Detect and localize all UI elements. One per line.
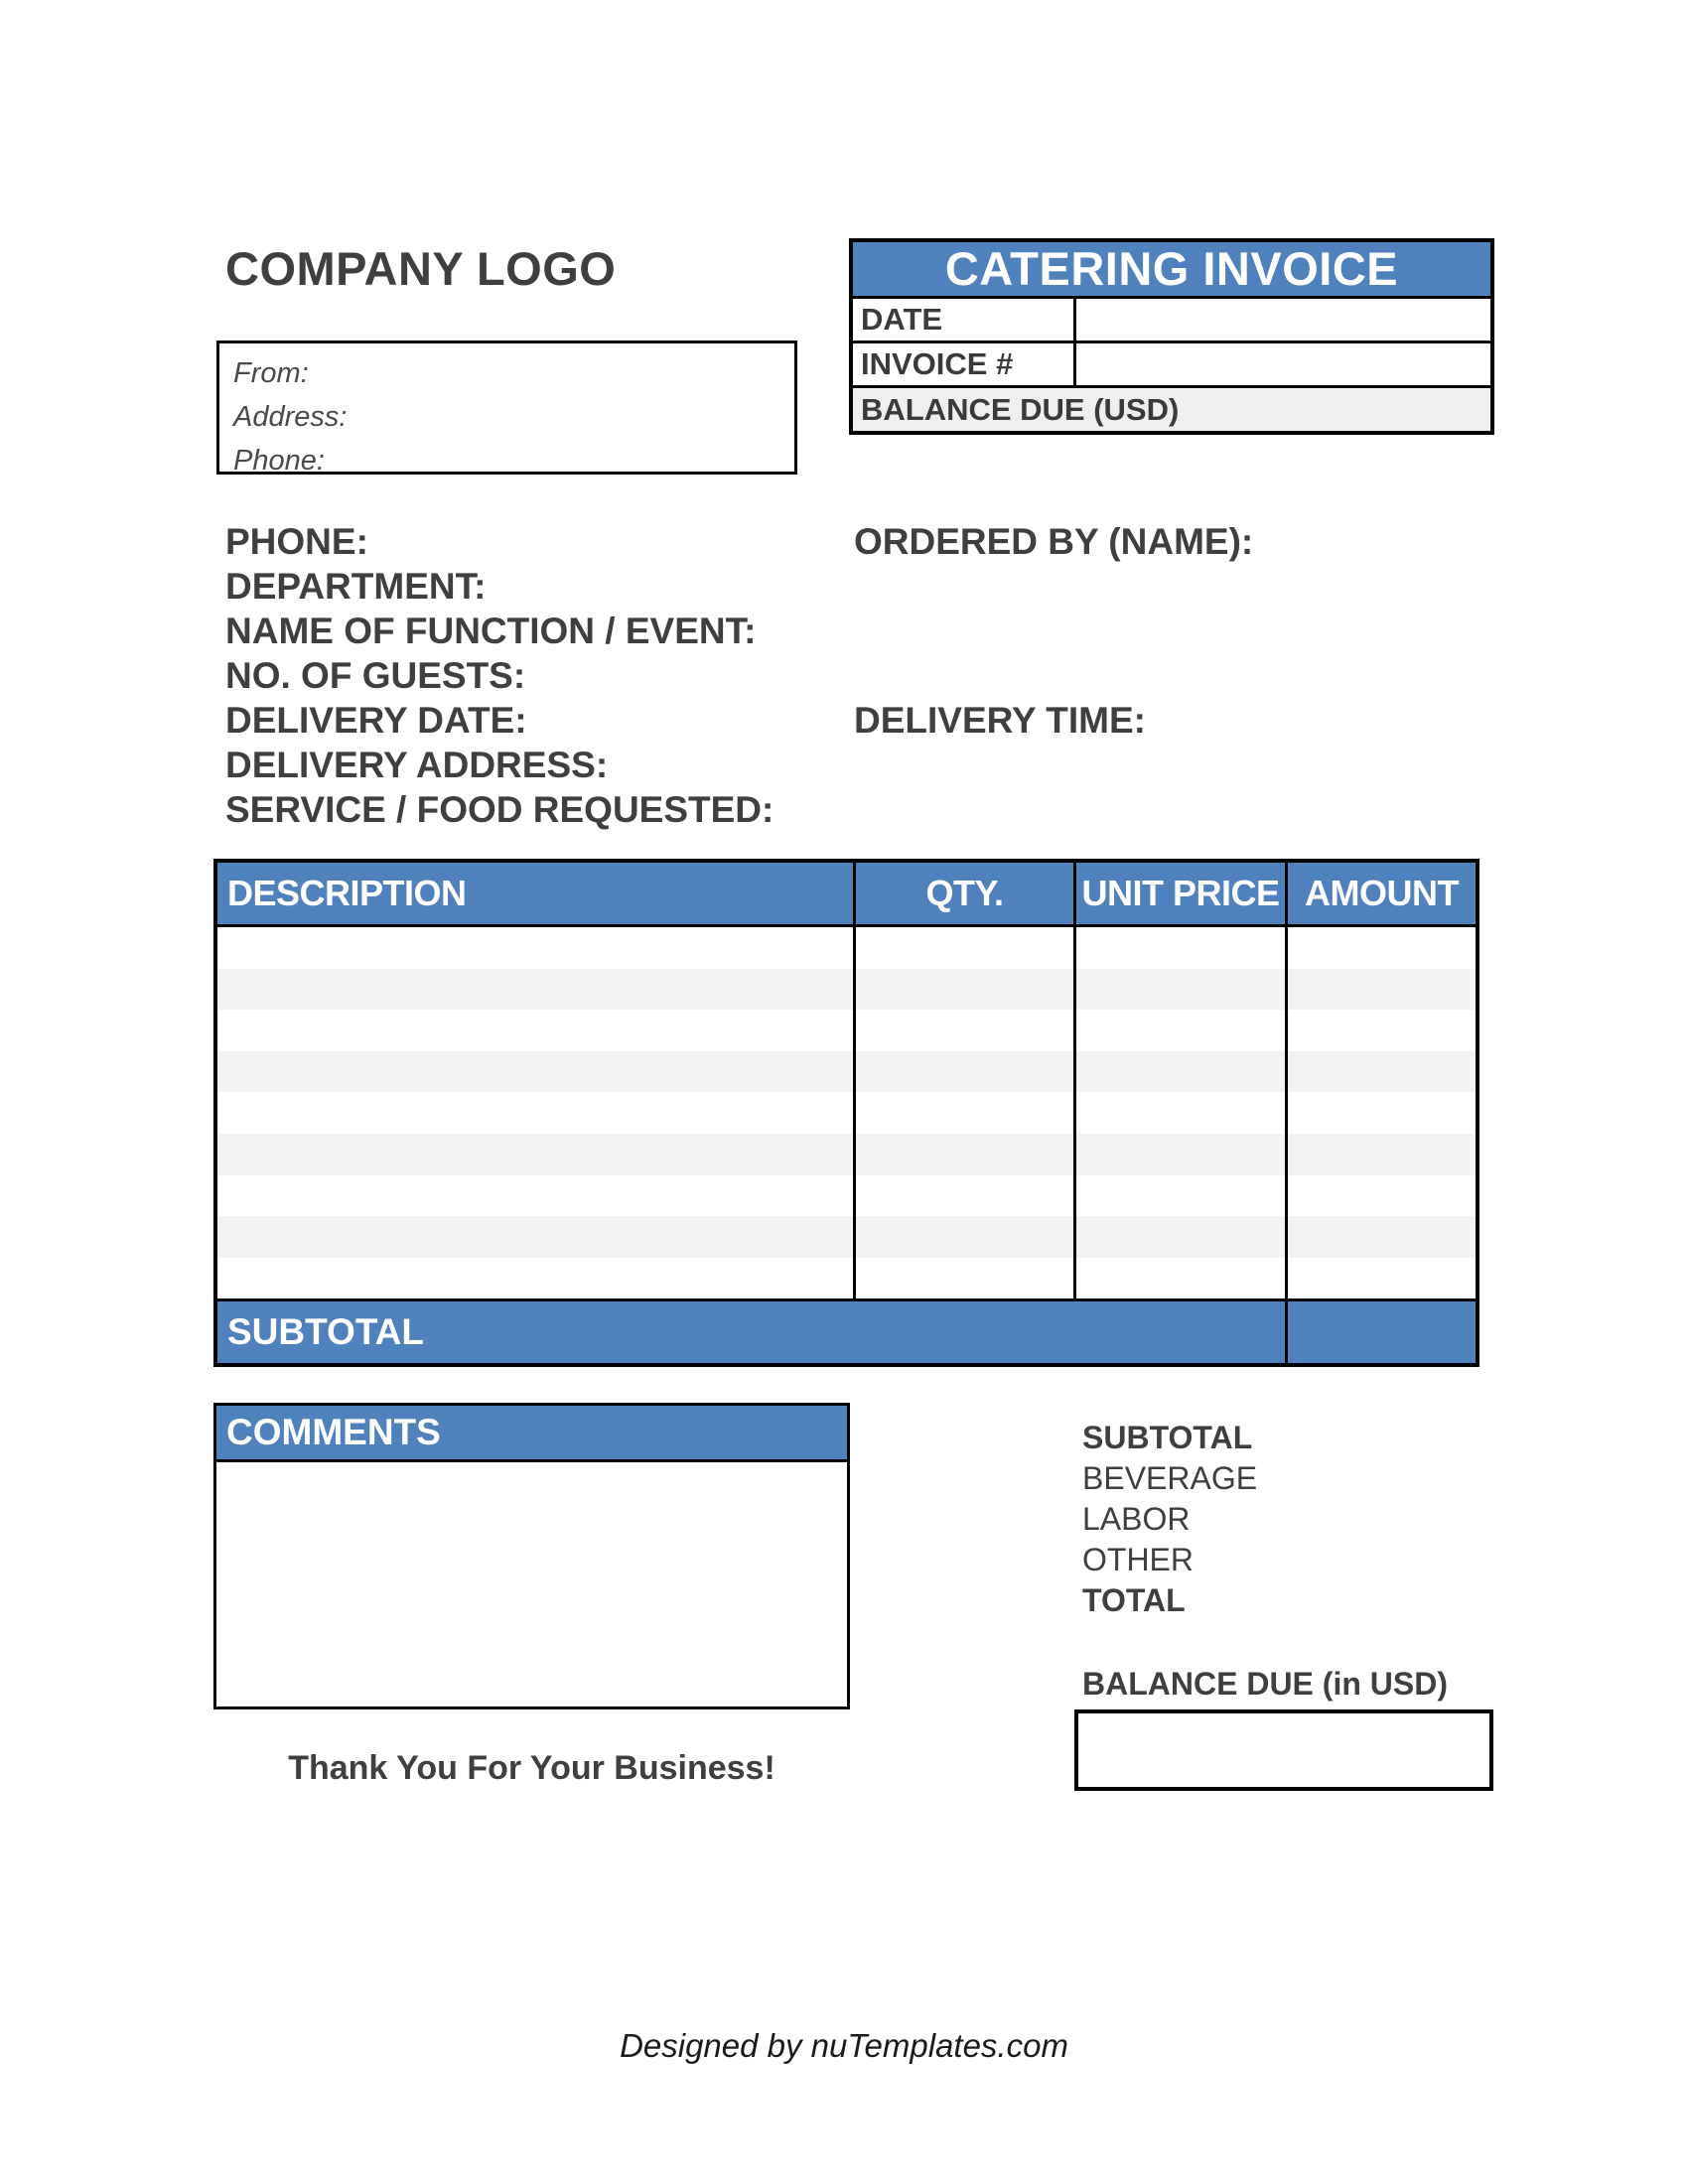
subtotal-value-cell[interactable] [1285,1301,1476,1363]
date-label: DATE [861,302,943,337]
comments-title: COMMENTS [216,1406,847,1462]
from-address-box[interactable] [216,341,797,475]
item-cell-description[interactable] [217,1092,853,1134]
item-cell-unit-price[interactable] [1073,969,1285,1011]
thank-you-message: Thank You For Your Business! [288,1749,775,1787]
item-cell-unit-price[interactable] [1073,1258,1285,1299]
phone-field-label: PHONE: [225,521,368,562]
item-cell-amount[interactable] [1285,1092,1476,1134]
ordered-by-label: ORDERED BY (NAME): [854,521,1254,562]
description-column-header: DESCRIPTION [227,873,467,913]
item-cell-amount[interactable] [1285,1216,1476,1258]
item-cell-unit-price[interactable] [1073,927,1285,969]
totals-total-label: TOTAL [1082,1582,1186,1618]
invoice-number-value-cell[interactable] [1073,343,1490,385]
from-label: From: [233,357,309,389]
date-row [853,296,1490,341]
item-cell-unit-price[interactable] [1073,1216,1285,1258]
item-row[interactable] [217,969,1476,1011]
item-cell-amount[interactable] [1285,1175,1476,1217]
invoice-header-table [849,238,1494,435]
item-cell-description[interactable] [217,1258,853,1299]
item-cell-qty[interactable] [853,1258,1073,1299]
item-cell-qty[interactable] [853,969,1073,1011]
items-table-header [217,863,1476,927]
comments-box [213,1403,850,1709]
item-cell-unit-price[interactable] [1073,1051,1285,1093]
balance-due-usd-value-cell[interactable] [1179,388,1490,431]
item-row[interactable] [217,1216,1476,1258]
item-cell-qty[interactable] [853,1134,1073,1175]
qty-column-header: QTY. [853,863,1073,924]
item-cell-description[interactable] [217,1051,853,1093]
item-cell-qty[interactable] [853,1010,1073,1051]
item-cell-qty[interactable] [853,1092,1073,1134]
company-logo: COMPANY LOGO [225,242,617,295]
item-cell-description[interactable] [217,969,853,1011]
item-cell-description[interactable] [217,927,853,969]
delivery-date-field-label: DELIVERY DATE: [225,700,527,741]
item-cell-unit-price[interactable] [1073,1175,1285,1217]
invoice-number-label: INVOICE # [861,346,1014,381]
catering-invoice-title: CATERING INVOICE [853,242,1490,296]
balance-due-in-usd-label: BALANCE DUE (in USD) [1082,1666,1448,1702]
item-cell-description[interactable] [217,1216,853,1258]
items-table [213,859,1479,1367]
totals-beverage-label: BEVERAGE [1082,1460,1258,1496]
item-cell-description[interactable] [217,1134,853,1175]
balance-due-input-box[interactable] [1074,1709,1493,1791]
item-cell-description[interactable] [217,1010,853,1051]
subtotal-row [217,1298,1476,1363]
delivery-address-field-label: DELIVERY ADDRESS: [225,745,609,785]
address-label: Address: [233,401,348,433]
item-cell-amount[interactable] [1285,1134,1476,1175]
totals-list [1082,1418,1257,1621]
invoice-number-row [853,341,1490,385]
item-row[interactable] [217,1175,1476,1217]
date-value-cell[interactable] [1073,299,1490,341]
event-field-labels [225,519,774,832]
item-cell-unit-price[interactable] [1073,1134,1285,1175]
item-row[interactable] [217,1010,1476,1051]
footer-credit: Designed by nuTemplates.com [620,2027,1068,2064]
function-event-field-label: NAME OF FUNCTION / EVENT: [225,611,757,651]
item-cell-qty[interactable] [853,1175,1073,1217]
item-cell-qty[interactable] [853,927,1073,969]
item-row[interactable] [217,1134,1476,1175]
item-cell-unit-price[interactable] [1073,1010,1285,1051]
delivery-time-label: DELIVERY TIME: [854,700,1146,741]
item-cell-unit-price[interactable] [1073,1092,1285,1134]
item-row[interactable] [217,1051,1476,1093]
item-cell-amount[interactable] [1285,1051,1476,1093]
item-cell-qty[interactable] [853,1216,1073,1258]
item-cell-description[interactable] [217,1175,853,1217]
unit-price-column-header: UNIT PRICE [1073,863,1285,924]
comments-input-area[interactable] [216,1462,847,1763]
subtotal-label: SUBTOTAL [227,1311,425,1353]
item-row[interactable] [217,1258,1476,1299]
item-cell-amount[interactable] [1285,1258,1476,1299]
totals-other-label: OTHER [1082,1542,1194,1577]
item-cell-qty[interactable] [853,1051,1073,1093]
service-food-field-label: SERVICE / FOOD REQUESTED: [225,789,774,830]
phone-label: Phone: [233,445,325,477]
item-cell-amount[interactable] [1285,927,1476,969]
balance-due-usd-row [853,385,1490,431]
item-row[interactable] [217,927,1476,969]
item-row[interactable] [217,1092,1476,1134]
totals-subtotal-label: SUBTOTAL [1082,1420,1253,1455]
department-field-label: DEPARTMENT: [225,566,487,607]
balance-due-usd-label: BALANCE DUE (USD) [861,391,1180,427]
totals-labor-label: LABOR [1082,1501,1191,1537]
guests-field-label: NO. OF GUESTS: [225,655,526,696]
item-cell-amount[interactable] [1285,1010,1476,1051]
items-table-body [217,927,1476,1298]
item-cell-amount[interactable] [1285,969,1476,1011]
amount-column-header: AMOUNT [1285,863,1476,924]
